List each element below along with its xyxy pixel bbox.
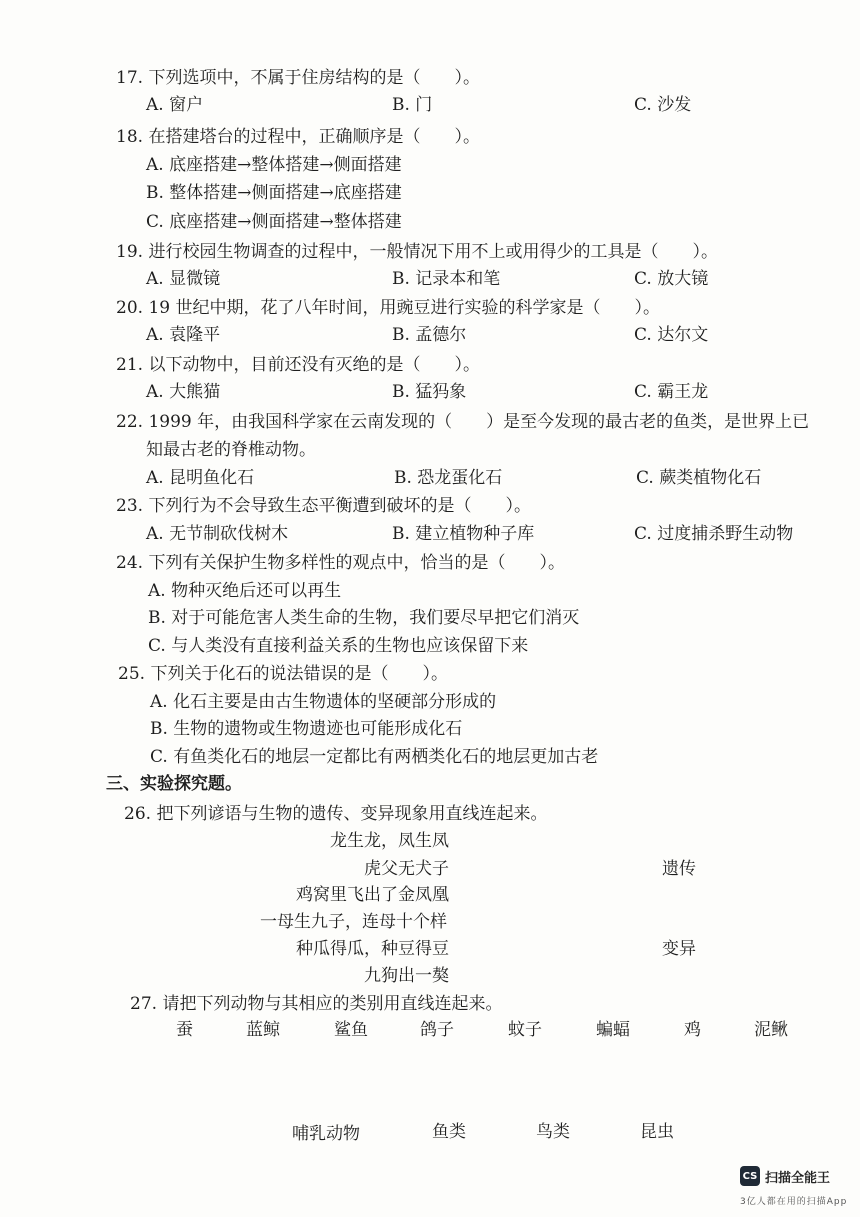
q20-option-b: B. 孟德尔 (392, 325, 467, 345)
q27-category: 鱼类 (432, 1122, 466, 1142)
q21-option-a: A. 大熊猫 (146, 382, 221, 402)
q25-option-c: C. 有鱼类化石的地层一定都比有两栖类化石的地层更加古老 (150, 747, 599, 767)
q19-stem: 19. 进行校园生物调查的过程中，一般情况下用不上或用得少的工具是（ ）。 (116, 242, 718, 262)
q21-option-b: B. 猛犸象 (392, 382, 467, 402)
q21-stem: 21. 以下动物中，目前还没有灭绝的是（ ）。 (116, 355, 480, 375)
q22-stem-continued: 知最古老的脊椎动物。 (146, 440, 316, 460)
q24-option-c: C. 与人类没有直接利益关系的生物也应该保留下来 (148, 636, 529, 656)
q23-option-c: C. 过度捕杀野生动物 (634, 524, 794, 544)
q20-stem: 20. 19 世纪中期，花了八年时间，用豌豆进行实验的科学家是（ ）。 (116, 298, 660, 318)
q27-animal: 鸽子 (420, 1020, 454, 1040)
q27-category: 哺乳动物 (292, 1124, 360, 1144)
q17-option-c: C. 沙发 (634, 95, 692, 115)
camscanner-logo-icon: CS (740, 1166, 760, 1186)
q24-option-b: B. 对于可能危害人类生命的生物，我们要尽早把它们消灭 (148, 608, 580, 628)
scanner-watermark (740, 1166, 830, 1186)
q22-option-a: A. 昆明鱼化石 (146, 468, 255, 488)
q26-proverb: 九狗出一獒 (364, 966, 449, 986)
q17-option-a: A. 窗户 (146, 95, 204, 115)
q27-animal: 鲨鱼 (334, 1020, 368, 1040)
q27-category: 昆虫 (640, 1122, 674, 1142)
q22-option-c: C. 蕨类植物化石 (636, 468, 762, 488)
q23-option-a: A. 无节制砍伐树木 (146, 524, 289, 544)
q25-option-a: A. 化石主要是由古生物遗体的坚硬部分形成的 (150, 692, 497, 712)
q26-stem: 26. 把下列谚语与生物的遗传、变异现象用直线连起来。 (124, 804, 548, 824)
q27-animal: 蚊子 (508, 1020, 542, 1040)
watermark-tagline: 3亿人都在用的扫描App (740, 1197, 848, 1207)
q27-animal: 鸡 (684, 1020, 701, 1040)
q20-option-c: C. 达尔文 (634, 325, 709, 345)
q23-option-b: B. 建立植物种子库 (392, 524, 535, 544)
q18-stem: 18. 在搭建塔台的过程中，正确顺序是（ ）。 (116, 127, 480, 147)
q26-proverb: 龙生龙，凤生凤 (330, 831, 449, 851)
q22-option-b: B. 恐龙蛋化石 (394, 468, 503, 488)
q17-option-b: B. 门 (392, 95, 433, 115)
q27-category: 鸟类 (536, 1122, 570, 1142)
q27-animal: 蚕 (176, 1020, 193, 1040)
q26-target-heredity: 遗传 (662, 859, 696, 879)
q27-animal: 蝙蝠 (596, 1020, 630, 1040)
q24-option-a: A. 物种灭绝后还可以再生 (148, 581, 342, 601)
q17-stem: 17. 下列选项中，不属于住房结构的是（ ）。 (116, 68, 480, 88)
q26-proverb: 种瓜得瓜，种豆得豆 (296, 939, 449, 959)
q26-proverb: 鸡窝里飞出了金凤凰 (296, 885, 449, 905)
q18-option-c: C. 底座搭建→侧面搭建→整体搭建 (146, 212, 402, 232)
q27-stem: 27. 请把下列动物与其相应的类别用直线连起来。 (130, 994, 503, 1014)
q26-target-variation: 变异 (662, 939, 696, 959)
q25-stem: 25. 下列关于化石的说法错误的是（ ）。 (118, 664, 448, 684)
q26-proverb: 一母生九子，连母十个样 (260, 912, 447, 932)
watermark-app-name: 扫描全能王 (765, 1170, 831, 1186)
q19-option-b: B. 记录本和笔 (392, 269, 501, 289)
q27-animal: 蓝鲸 (246, 1020, 280, 1040)
q25-option-b: B. 生物的遗物或生物遗迹也可能形成化石 (150, 719, 463, 739)
q19-option-c: C. 放大镜 (634, 269, 709, 289)
section-3-heading: 三、实验探究题。 (106, 774, 242, 794)
q23-stem: 23. 下列行为不会导致生态平衡遭到破坏的是（ ）。 (116, 496, 531, 516)
q21-option-c: C. 霸王龙 (634, 382, 709, 402)
q19-option-a: A. 显微镜 (146, 269, 221, 289)
q18-option-a: A. 底座搭建→整体搭建→侧面搭建 (146, 155, 402, 175)
q24-stem: 24. 下列有关保护生物多样性的观点中，恰当的是（ ）。 (116, 553, 565, 573)
q26-proverb: 虎父无犬子 (364, 859, 449, 879)
q22-stem: 22. 1999 年，由我国科学家在云南发现的（ ）是至今发现的最古老的鱼类，是世界上已 (116, 412, 810, 432)
q18-option-b: B. 整体搭建→侧面搭建→底座搭建 (146, 183, 402, 203)
q20-option-a: A. 袁隆平 (146, 325, 221, 345)
q27-animal: 泥鳅 (754, 1020, 788, 1040)
